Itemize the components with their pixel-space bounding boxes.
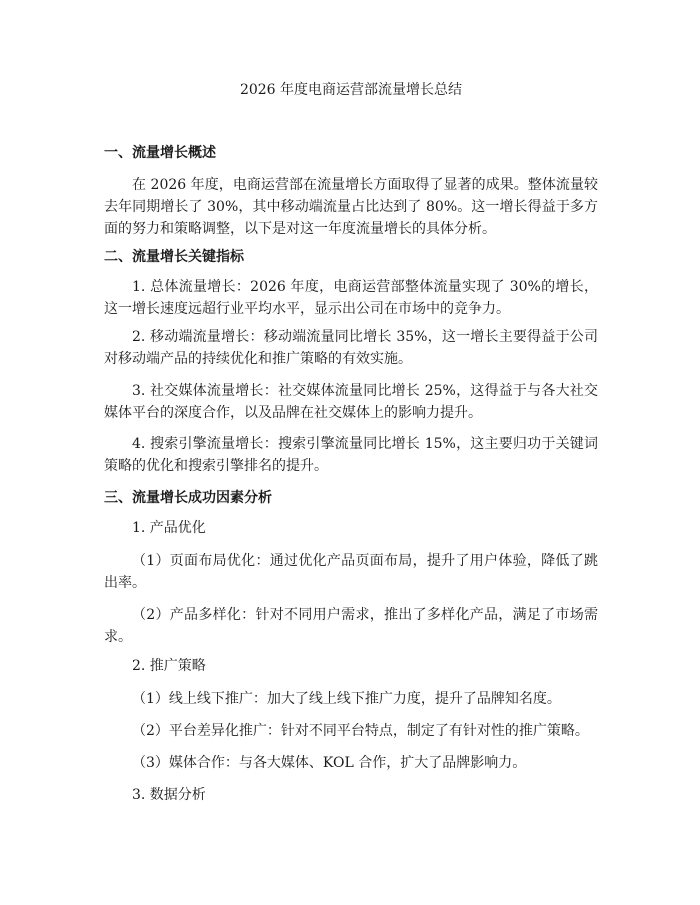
metric-item-mobile: 2. 移动端流量增长：移动端流量同比增长 35%，这一增长主要得益于公司对移动端产品的持续优化和推广策略的有效实施。 <box>104 329 598 367</box>
product-item-layout: （1）页面布局优化：通过优化产品页面布局，提升了用户体验，降低了跳出率。 <box>104 553 598 591</box>
metric-item-social: 3. 社交媒体流量增长：社交媒体流量同比增长 25%，这得益于与各大社交媒体平台的深度合作，以及品牌在社交媒体上的影响力提升。 <box>104 383 598 421</box>
promotion-item-online-offline: （1）线上线下推广：加大了线上线下推广力度，提升了品牌知名度。 <box>132 691 561 707</box>
subheading-product-optimization: 1. 产品优化 <box>132 520 206 536</box>
metric-item-total: 1. 总体流量增长：2026 年度，电商运营部整体流量实现了 30%的增长，这一增长速度远超行业平均水平，显示出公司在市场中的竞争力。 <box>104 279 598 317</box>
subheading-data-analysis: 3. 数据分析 <box>132 787 206 803</box>
promotion-item-media: （3）媒体合作：与各大媒体、KOL 合作，扩大了品牌影响力。 <box>132 755 527 771</box>
document-title: 2026 年度电商运营部流量增长总结 <box>239 82 463 98</box>
subheading-promotion-strategy: 2. 推广策略 <box>132 658 206 674</box>
section-heading-key-metrics: 二、流量增长关键指标 <box>104 249 244 265</box>
overview-paragraph: 在 2026 年度，电商运营部在流量增长方面取得了显著的成果。整体流量较去年同期增长了 30%，其中移动端流量占比达到了 80%。这一增长得益于多方面的努力和策略调整，以下是对这一年度流量增长的具体分析。 <box>104 177 598 237</box>
section-heading-overview: 一、流量增长概述 <box>104 145 216 161</box>
section-heading-success-factors: 三、流量增长成功因素分析 <box>104 490 272 506</box>
product-item-diversification: （2）产品多样化：针对不同用户需求，推出了多样化产品，满足了市场需求。 <box>104 607 598 645</box>
metric-item-search: 4. 搜索引擎流量增长：搜索引擎流量同比增长 15%，这主要归功于关键词策略的优化和搜索引擎排名的提升。 <box>104 436 598 474</box>
promotion-item-platform: （2）平台差异化推广：针对不同平台特点，制定了有针对性的推广策略。 <box>132 723 589 739</box>
